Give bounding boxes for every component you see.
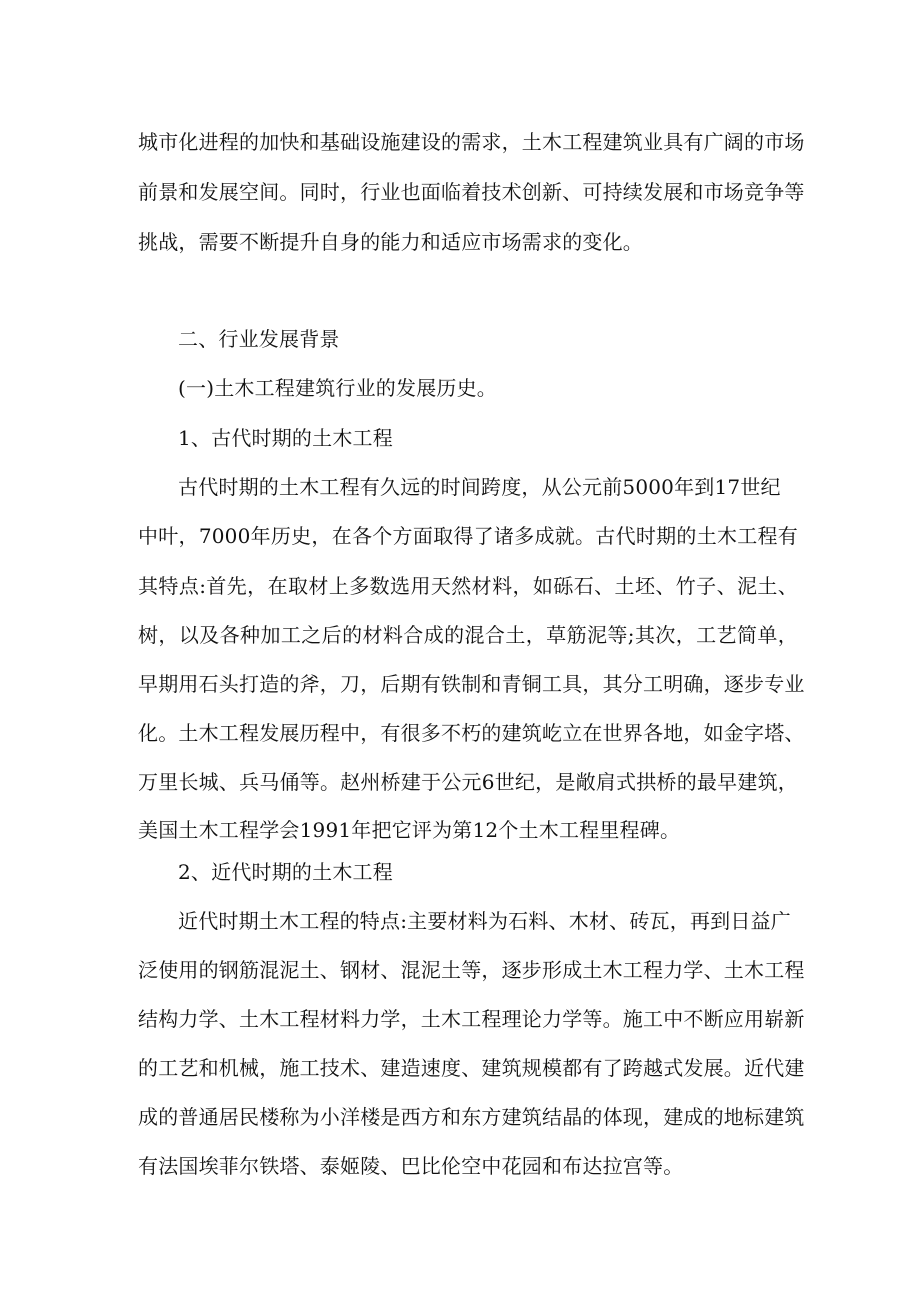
part1-line-2: 中叶，7000年历史，在各个方面取得了诸多成就。古代时期的土木工程有: [138, 524, 798, 548]
part2-line-1: 近代时期土木工程的特点:主要材料为石料、木材、砖瓦，再到日益广: [178, 909, 791, 933]
part1-line-8: 美国土木工程学会1991年把它评为第12个土木工程里程碑。: [138, 818, 681, 842]
part2-line-2: 泛使用的钢筋混泥土、钢材、混泥土等，逐步形成土木工程力学、土木工程: [138, 958, 805, 982]
intro-line-1: 城市化进程的加快和基础设施建设的需求，土木工程建筑业具有广阔的市场: [138, 130, 805, 154]
part1-line-3: 其特点:首先，在取材上多数选用天然材料，如砾石、土坯、竹子、泥土、: [138, 574, 798, 598]
part2-title: 2、近代时期的土木工程: [178, 860, 393, 884]
part1-line-1: 古代时期的土木工程有久远的时间跨度，从公元前5000年到17世纪: [178, 475, 781, 499]
part1-title: 1、古代时期的土木工程: [178, 426, 393, 450]
section-heading: 二、行业发展背景: [178, 327, 340, 351]
part2-line-4: 的工艺和机械，施工技术、建造速度、建筑规模都有了跨越式发展。近代建: [138, 1056, 805, 1080]
part2-line-5: 成的普通居民楼称为小洋楼是西方和东方建筑结晶的体现，建成的地标建筑: [138, 1105, 805, 1129]
part1-line-6: 化。土木工程发展历程中，有很多不朽的建筑屹立在世界各地，如金字塔、: [138, 721, 805, 745]
part2-line-3: 结构力学、土木工程材料力学，土木工程理论力学等。施工中不断应用崭新: [138, 1007, 805, 1031]
part1-line-4: 树，以及各种加工之后的材料合成的混合土，草筋泥等;其次，工艺简单，: [138, 623, 798, 647]
part2-line-6: 有法国埃菲尔铁塔、泰姬陵、巴比伦空中花园和布达拉宫等。: [138, 1154, 684, 1178]
intro-line-3: 挑战，需要不断提升自身的能力和适应市场需求的变化。: [138, 230, 643, 254]
part1-line-7: 万里长城、兵马俑等。赵州桥建于公元6世纪，是敞肩式拱桥的最早建筑，: [138, 770, 798, 794]
intro-line-2: 前景和发展空间。同时，行业也面临着技术创新、可持续发展和市场竞争等: [138, 180, 805, 204]
part1-line-5: 早期用石头打造的斧，刀，后期有铁制和青铜工具，其分工明确，逐步专业: [138, 672, 805, 696]
subsection-heading: (一)土木工程建筑行业的发展历史。: [178, 376, 498, 400]
